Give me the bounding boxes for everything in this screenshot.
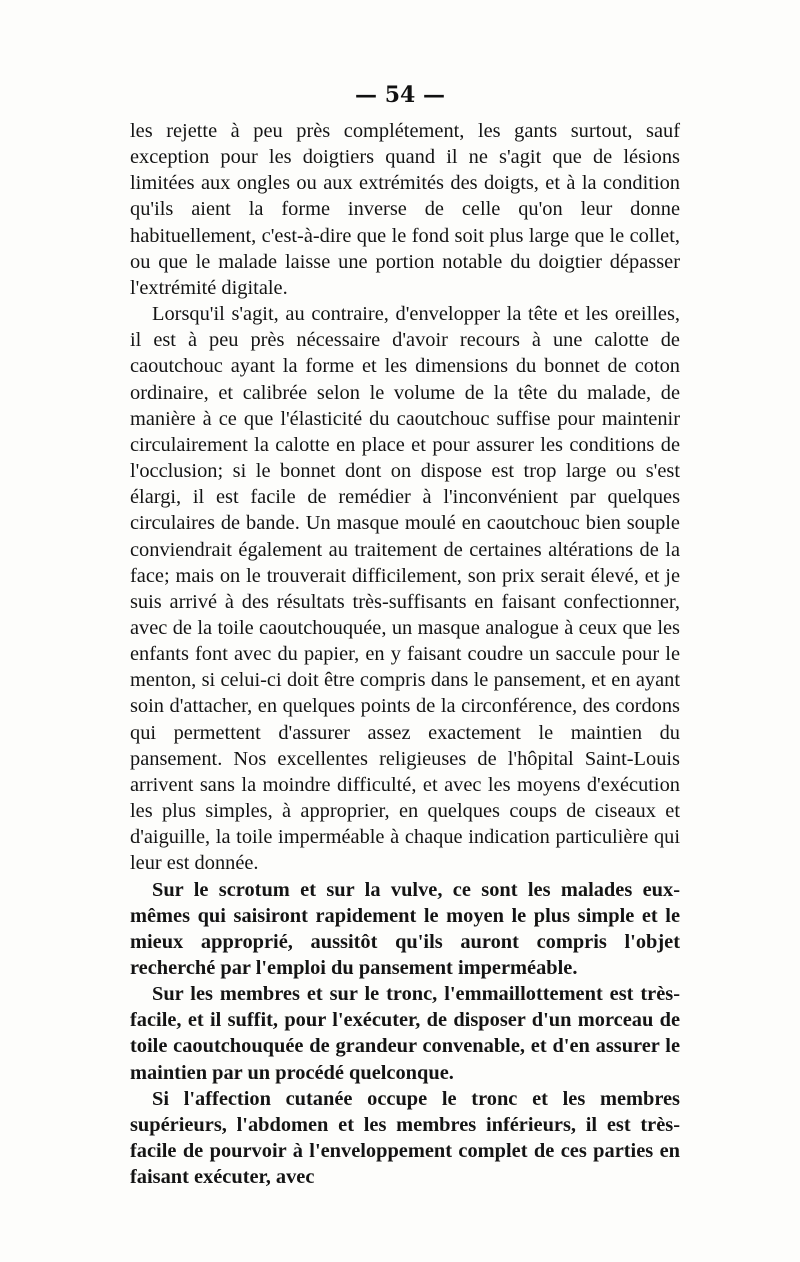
body-text (130, 118, 680, 1190)
paragraph-2: Lorsqu'il s'agit, au contraire, d'envelopper la tête et les oreilles, il est à peu près nécessaire d'avoir recours à une calotte de caoutchouc ayant la forme et les dimensions du bonnet de coton ordinaire, et calibrée selon le volume de la tête du malade, de manière à ce que l'élasticité du caoutchouc suffise pour maintenir circulairement la calotte en place et pour assurer les conditions de l'occlusion; si le bonnet dont on dispose est trop large ou s'est élargi, il est facile de remédier à l'inconvénient par quelques circulaires de bande. Un masque moulé en caoutchouc bien souple conviendrait également au traitement de certaines altérations de la face; mais on le trouverait difficilement, son prix serait élevé, et je suis arrivé à des résultats très-suffisants en faisant confectionner, avec de la toile caoutchouquée, un masque analogue à ceux que les enfants font avec du papier, en y faisant coudre un saccule pour le menton, si celui-ci doit être compris dans le pansement, et en ayant soin d'attacher, en quelques points de la circonférence, des cordons qui permettent d'assurer assez exactement le maintien du pansement. Nos excellentes religieuses de l'hôpital Saint-Louis arrivent sans la moindre difficulté, et avec les moyens d'exécution les plus simples, à approprier, en quelques coups de ciseaux et d'aiguille, la toile imperméable à chaque indication particulière qui leur est donnée. (130, 303, 680, 875)
paragraph-3: Sur le scrotum et sur la vulve, ce sont les malades eux-mêmes qui saisiront rapidement le moyen le plus simple et le mieux approprié, aussitôt qu'ils auront compris l'objet recherché par l'emploi du pansement imperméable. (130, 878, 680, 979)
paragraph-5: Si l'affection cutanée occupe le tronc et les membres supérieurs, l'abdomen et les membres inférieurs, il est très-facile de pourvoir à l'enveloppement complet de ces parties en faisant exécuter, avec (130, 1087, 680, 1189)
paragraph-4: Sur les membres et sur le tronc, l'emmaillottement est très-facile, et il suffit, pour l'exécuter, de disposer d'un morceau de toile caoutchouquée de grandeur convenable, et d'en assurer le maintien par un procédé quelconque. (130, 983, 680, 1084)
paragraph-1: les rejette à peu près complétement, les gants surtout, sauf exception pour les doigtiers quand il ne s'agit que de lésions limitées aux ongles ou aux extrémités des doigts, et à la condition qu'ils aient la forme inverse de celle qu'on leur donne habituellement, c'est-à-dire que le fond soit plus large que le collet, ou que le malade laisse une portion notable du doigtier dépasser l'extrémité digitale. (130, 120, 680, 299)
page-number: — 54 — (355, 82, 445, 108)
